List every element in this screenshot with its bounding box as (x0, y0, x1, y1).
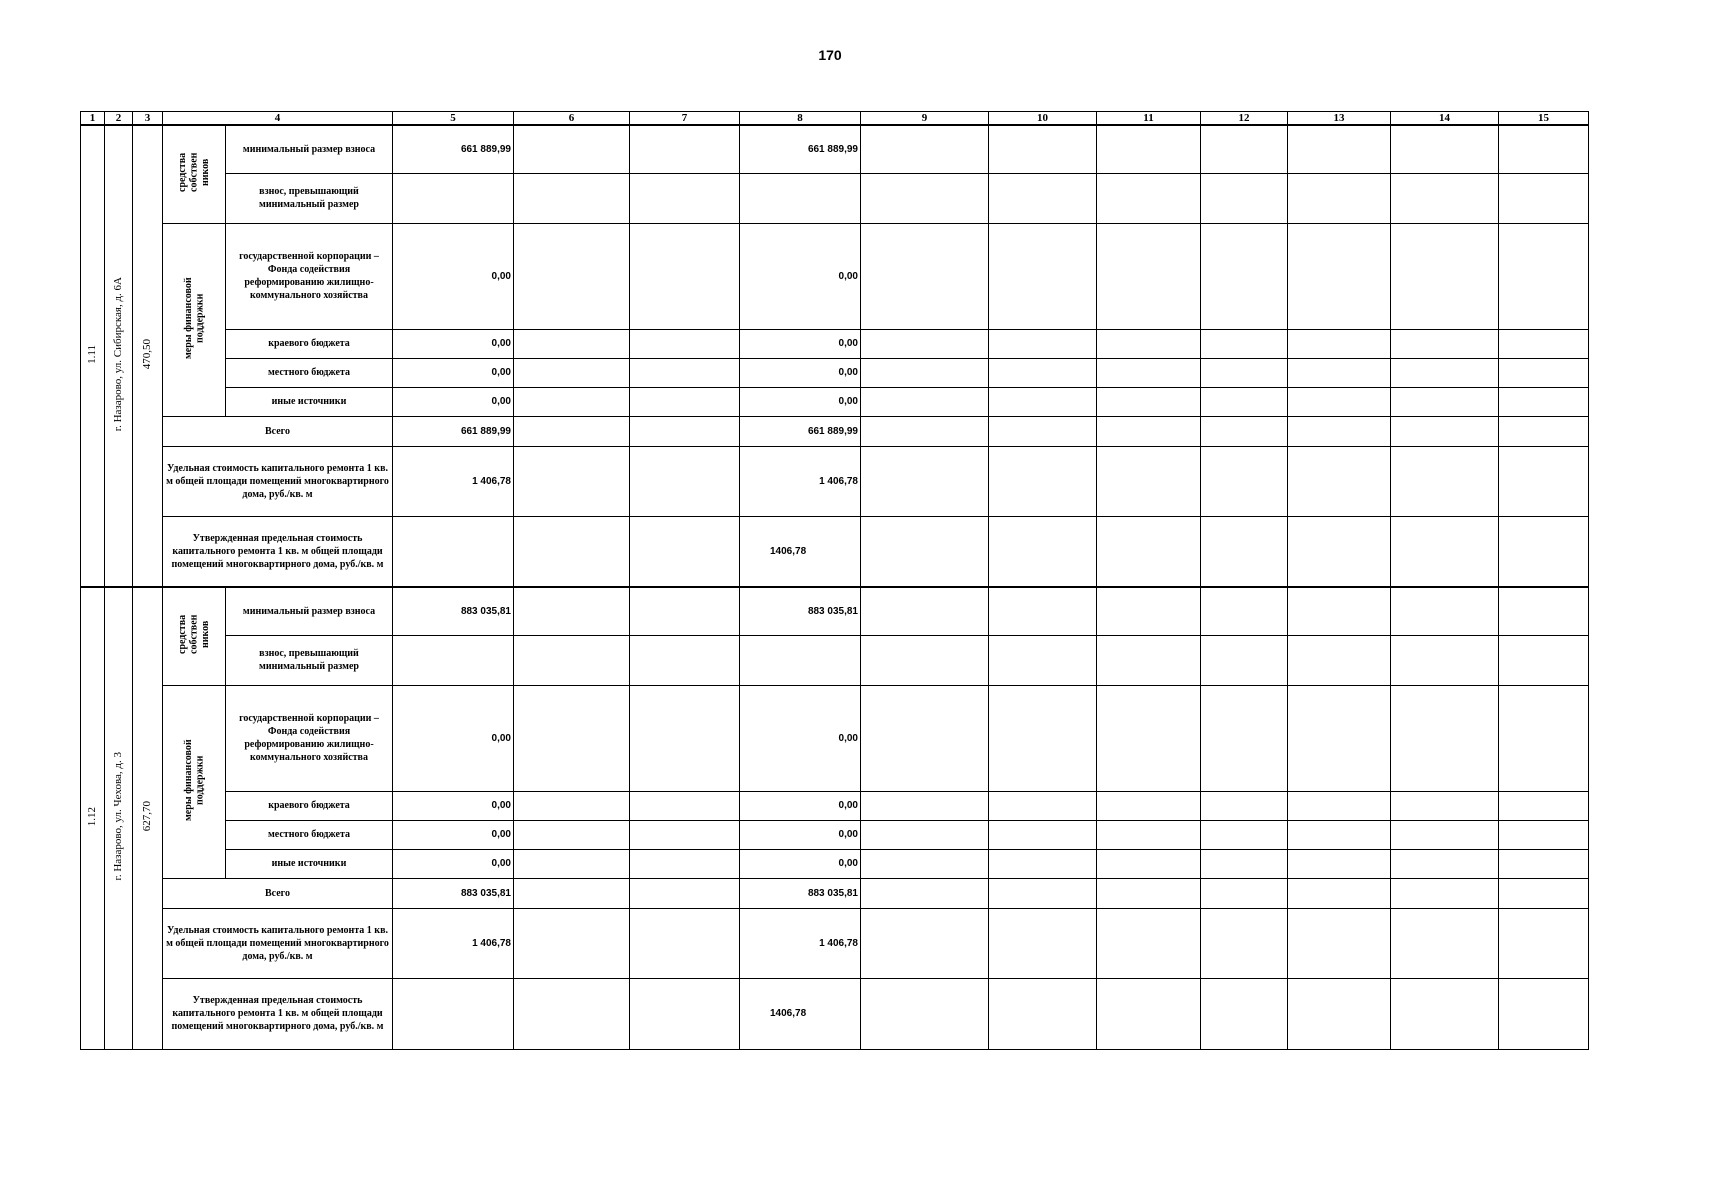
record-row (81, 387, 1589, 416)
col-header: 15 (1499, 112, 1589, 126)
empty-cell (1201, 849, 1288, 878)
empty-cell (1201, 516, 1288, 587)
empty-cell (1391, 446, 1499, 516)
value-cell: 0,00 (393, 223, 514, 329)
empty-cell (1288, 329, 1391, 358)
value-cell: 1 406,78 (740, 446, 861, 516)
limit-cost-label: Утвержденная предельная стоимость капитального ремонта 1 кв. м общей площади помещений многоквартирного дома, руб./кв. м (163, 978, 393, 1049)
empty-cell (514, 173, 630, 223)
empty-cell (514, 635, 630, 685)
empty-cell (1288, 416, 1391, 446)
empty-cell (989, 516, 1097, 587)
empty-cell (1288, 125, 1391, 173)
empty-cell (1391, 358, 1499, 387)
record-area (133, 587, 163, 1049)
empty-cell (740, 635, 861, 685)
record-number (81, 587, 105, 1049)
empty-cell (1097, 878, 1201, 908)
support-label (163, 685, 226, 878)
excess-contribution-label: взнос, превышающий минимальный размер (226, 173, 393, 223)
empty-cell (1288, 978, 1391, 1049)
empty-cell (630, 329, 740, 358)
empty-cell (1288, 635, 1391, 685)
value-cell: 1 406,78 (393, 908, 514, 978)
empty-cell (861, 791, 989, 820)
record-row (81, 908, 1589, 978)
empty-cell (989, 416, 1097, 446)
empty-cell (1288, 446, 1391, 516)
local-budget-label: местного бюджета (226, 358, 393, 387)
empty-cell (861, 978, 989, 1049)
value-cell: 0,00 (740, 791, 861, 820)
empty-cell (1097, 516, 1201, 587)
empty-cell (1391, 635, 1499, 685)
empty-cell (1391, 820, 1499, 849)
empty-cell (861, 878, 989, 908)
empty-cell (1391, 329, 1499, 358)
empty-cell (630, 685, 740, 791)
empty-cell (514, 446, 630, 516)
empty-cell (989, 820, 1097, 849)
empty-cell (514, 358, 630, 387)
empty-cell (630, 849, 740, 878)
empty-cell (989, 635, 1097, 685)
empty-cell (514, 125, 630, 173)
empty-cell (1499, 820, 1589, 849)
value-cell: 883 035,81 (393, 878, 514, 908)
empty-cell (989, 223, 1097, 329)
regional-budget-label: краевого бюджета (226, 791, 393, 820)
empty-cell (1499, 416, 1589, 446)
empty-cell (1097, 173, 1201, 223)
empty-cell (1499, 587, 1589, 635)
col-header: 13 (1288, 112, 1391, 126)
empty-cell (1201, 416, 1288, 446)
empty-cell (630, 908, 740, 978)
value-cell: 0,00 (740, 329, 861, 358)
empty-cell (1097, 329, 1201, 358)
value-cell: 883 035,81 (740, 587, 861, 635)
record-row (81, 587, 1589, 635)
column-number-row (81, 112, 1589, 126)
own-funds-label (163, 125, 226, 223)
empty-cell (989, 685, 1097, 791)
col-header: 3 (133, 112, 163, 126)
empty-cell (861, 516, 989, 587)
empty-cell (861, 587, 989, 635)
empty-cell (1288, 685, 1391, 791)
empty-cell (861, 635, 989, 685)
empty-cell (1499, 635, 1589, 685)
empty-cell (1499, 791, 1589, 820)
empty-cell (861, 329, 989, 358)
own-funds-label (163, 587, 226, 685)
empty-cell (630, 416, 740, 446)
empty-cell (1499, 685, 1589, 791)
value-cell: 0,00 (393, 685, 514, 791)
empty-cell (1391, 416, 1499, 446)
col-header: 5 (393, 112, 514, 126)
empty-cell (1391, 173, 1499, 223)
col-header: 7 (630, 112, 740, 126)
excess-contribution-label: взнос, превышающий минимальный размер (226, 635, 393, 685)
min-contribution-label: минимальный размер взноса (226, 125, 393, 173)
empty-cell (1097, 387, 1201, 416)
page-number: 170 (818, 47, 842, 63)
value-cell: 0,00 (393, 791, 514, 820)
empty-cell (1097, 978, 1201, 1049)
record-row (81, 978, 1589, 1049)
value-cell: 0,00 (740, 820, 861, 849)
empty-cell (989, 908, 1097, 978)
empty-cell (1201, 387, 1288, 416)
col-header: 14 (1391, 112, 1499, 126)
col-header: 1 (81, 112, 105, 126)
empty-cell (514, 416, 630, 446)
record-number-text: 1.11 (86, 344, 99, 364)
total-label: Всего (163, 416, 393, 446)
empty-cell (1288, 908, 1391, 978)
empty-cell (1391, 516, 1499, 587)
empty-cell (1201, 358, 1288, 387)
record-row (81, 173, 1589, 223)
empty-cell (861, 223, 989, 329)
empty-cell (861, 125, 989, 173)
value-cell: 883 035,81 (740, 878, 861, 908)
value-cell: 0,00 (393, 849, 514, 878)
col-header: 2 (105, 112, 133, 126)
empty-cell (393, 978, 514, 1049)
record-row (81, 849, 1589, 878)
support-label (163, 223, 226, 416)
empty-cell (1201, 446, 1288, 516)
col-header: 9 (861, 112, 989, 126)
col-header: 8 (740, 112, 861, 126)
empty-cell (1391, 878, 1499, 908)
empty-cell (861, 820, 989, 849)
empty-cell (1499, 908, 1589, 978)
empty-cell (1201, 685, 1288, 791)
empty-cell (630, 173, 740, 223)
empty-cell (989, 358, 1097, 387)
empty-cell (514, 587, 630, 635)
empty-cell (989, 446, 1097, 516)
empty-cell (630, 820, 740, 849)
empty-cell (1499, 446, 1589, 516)
empty-cell (630, 635, 740, 685)
empty-cell (630, 587, 740, 635)
value-cell: 661 889,99 (393, 125, 514, 173)
record-row (81, 878, 1589, 908)
empty-cell (1288, 516, 1391, 587)
own-funds-text: средства собствен ников (176, 152, 211, 192)
empty-cell (861, 416, 989, 446)
unit-cost-label: Удельная стоимость капитального ремонта 1 кв. м общей площади помещений многоквартирного дома, руб./кв. м (163, 446, 393, 516)
empty-cell (1288, 791, 1391, 820)
limit-cost-label: Утвержденная предельная стоимость капитального ремонта 1 кв. м общей площади помещений многоквартирного дома, руб./кв. м (163, 516, 393, 587)
record-row (81, 446, 1589, 516)
empty-cell (514, 223, 630, 329)
empty-cell (861, 446, 989, 516)
empty-cell (393, 173, 514, 223)
empty-cell (740, 173, 861, 223)
col-header: 4 (163, 112, 393, 126)
empty-cell (1499, 978, 1589, 1049)
empty-cell (1097, 587, 1201, 635)
empty-cell (1499, 387, 1589, 416)
record-area-text: 470,50 (141, 338, 154, 370)
empty-cell (1288, 820, 1391, 849)
empty-cell (514, 878, 630, 908)
col-header: 12 (1201, 112, 1288, 126)
empty-cell (1288, 358, 1391, 387)
record-number (81, 125, 105, 587)
empty-cell (1391, 223, 1499, 329)
value-cell: 1 406,78 (740, 908, 861, 978)
empty-cell (514, 387, 630, 416)
unit-cost-label: Удельная стоимость капитального ремонта 1 кв. м общей площади помещений многоквартирного дома, руб./кв. м (163, 908, 393, 978)
empty-cell (514, 329, 630, 358)
empty-cell (630, 446, 740, 516)
record-row (81, 791, 1589, 820)
value-cell: 0,00 (740, 387, 861, 416)
empty-cell (514, 516, 630, 587)
value-cell: 0,00 (393, 820, 514, 849)
empty-cell (514, 685, 630, 791)
empty-cell (1097, 446, 1201, 516)
empty-cell (514, 849, 630, 878)
col-header: 10 (989, 112, 1097, 126)
value-cell: 0,00 (393, 358, 514, 387)
empty-cell (514, 791, 630, 820)
record-row (81, 223, 1589, 329)
value-cell: 0,00 (740, 358, 861, 387)
empty-cell (1201, 173, 1288, 223)
empty-cell (1499, 849, 1589, 878)
value-cell: 661 889,99 (740, 416, 861, 446)
empty-cell (1288, 223, 1391, 329)
empty-cell (1391, 978, 1499, 1049)
min-contribution-label: минимальный размер взноса (226, 587, 393, 635)
empty-cell (1499, 223, 1589, 329)
empty-cell (630, 387, 740, 416)
empty-cell (1391, 908, 1499, 978)
empty-cell (514, 820, 630, 849)
fund-label: государственной корпорации – Фонда содействия реформированию жилищно-коммунального хозяйства (226, 223, 393, 329)
empty-cell (1097, 416, 1201, 446)
empty-cell (1391, 387, 1499, 416)
record-area (133, 125, 163, 587)
empty-cell (989, 791, 1097, 820)
empty-cell (989, 878, 1097, 908)
value-cell: 1 406,78 (393, 446, 514, 516)
value-cell: 661 889,99 (740, 125, 861, 173)
empty-cell (1097, 358, 1201, 387)
own-funds-text: средства собствен ников (176, 614, 211, 654)
empty-cell (630, 223, 740, 329)
empty-cell (630, 791, 740, 820)
empty-cell (1201, 635, 1288, 685)
record-area-text: 627,70 (141, 801, 154, 832)
empty-cell (1499, 125, 1589, 173)
empty-cell (1499, 516, 1589, 587)
empty-cell (1499, 173, 1589, 223)
record-number-text: 1.12 (86, 806, 99, 826)
empty-cell (393, 516, 514, 587)
empty-cell (989, 329, 1097, 358)
record-address-text: г. Назарово, ул. Чехова, д. 3 (112, 752, 125, 881)
empty-cell (861, 358, 989, 387)
empty-cell (1201, 329, 1288, 358)
fund-label: государственной корпорации – Фонда содействия реформированию жилищно-коммунального хозяйства (226, 685, 393, 791)
empty-cell (989, 387, 1097, 416)
empty-cell (630, 878, 740, 908)
empty-cell (1097, 849, 1201, 878)
support-text: меры финансовой поддержки (182, 276, 205, 359)
empty-cell (1288, 878, 1391, 908)
empty-cell (1097, 635, 1201, 685)
empty-cell (1288, 849, 1391, 878)
record-row (81, 685, 1589, 791)
empty-cell (861, 908, 989, 978)
value-cell: 0,00 (740, 849, 861, 878)
regional-budget-label: краевого бюджета (226, 329, 393, 358)
record-row (81, 820, 1589, 849)
support-text: меры финансовой поддержки (182, 738, 205, 821)
empty-cell (1391, 125, 1499, 173)
record-address (105, 587, 133, 1049)
col-header: 11 (1097, 112, 1201, 126)
empty-cell (861, 849, 989, 878)
empty-cell (1097, 908, 1201, 978)
empty-cell (1391, 685, 1499, 791)
empty-cell (1288, 587, 1391, 635)
empty-cell (1097, 125, 1201, 173)
empty-cell (989, 849, 1097, 878)
empty-cell (1201, 820, 1288, 849)
record-row (81, 516, 1589, 587)
empty-cell (1201, 587, 1288, 635)
value-cell: 883 035,81 (393, 587, 514, 635)
value-cell: 661 889,99 (393, 416, 514, 446)
empty-cell (1201, 978, 1288, 1049)
col-header: 6 (514, 112, 630, 126)
empty-cell (1391, 791, 1499, 820)
empty-cell (1499, 358, 1589, 387)
record-row (81, 125, 1589, 173)
empty-cell (1097, 685, 1201, 791)
empty-cell (989, 587, 1097, 635)
other-sources-label: иные источники (226, 387, 393, 416)
empty-cell (1201, 223, 1288, 329)
local-budget-label: местного бюджета (226, 820, 393, 849)
empty-cell (514, 908, 630, 978)
value-cell: 0,00 (393, 387, 514, 416)
empty-cell (1391, 587, 1499, 635)
record-address (105, 125, 133, 587)
empty-cell (989, 125, 1097, 173)
record-address-text: г. Назарово, ул. Сибирская, д. 6А (112, 276, 125, 432)
empty-cell (1499, 878, 1589, 908)
empty-cell (1097, 223, 1201, 329)
record-row (81, 635, 1589, 685)
value-cell: 1406,78 (740, 516, 861, 587)
total-label: Всего (163, 878, 393, 908)
record-row (81, 416, 1589, 446)
empty-cell (1288, 173, 1391, 223)
empty-cell (1201, 878, 1288, 908)
empty-cell (1391, 849, 1499, 878)
value-cell: 0,00 (740, 223, 861, 329)
value-cell: 1406,78 (740, 978, 861, 1049)
empty-cell (1201, 908, 1288, 978)
empty-cell (630, 358, 740, 387)
value-cell: 0,00 (393, 329, 514, 358)
empty-cell (630, 516, 740, 587)
empty-cell (1201, 125, 1288, 173)
record-row (81, 358, 1589, 387)
empty-cell (1499, 329, 1589, 358)
empty-cell (630, 125, 740, 173)
empty-cell (1288, 387, 1391, 416)
empty-cell (861, 685, 989, 791)
empty-cell (861, 387, 989, 416)
empty-cell (514, 978, 630, 1049)
empty-cell (1201, 791, 1288, 820)
empty-cell (989, 173, 1097, 223)
other-sources-label: иные источники (226, 849, 393, 878)
empty-cell (1097, 791, 1201, 820)
capital-repair-table (80, 111, 1589, 1050)
empty-cell (393, 635, 514, 685)
empty-cell (1097, 820, 1201, 849)
empty-cell (861, 173, 989, 223)
empty-cell (989, 978, 1097, 1049)
record-row (81, 329, 1589, 358)
empty-cell (630, 978, 740, 1049)
value-cell: 0,00 (740, 685, 861, 791)
